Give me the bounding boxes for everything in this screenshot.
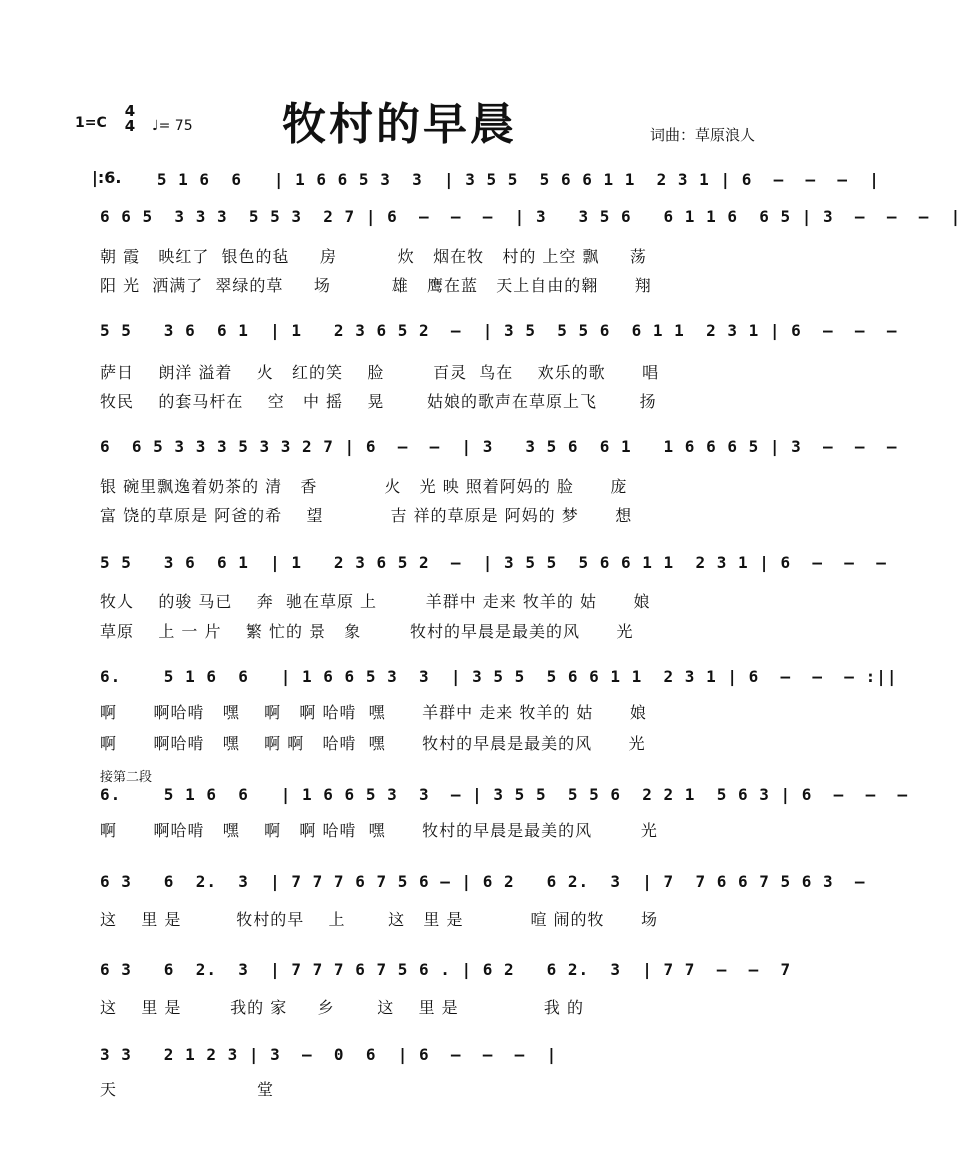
notation-line: 6 6 5 3 3 3 5 3 3 2 7 | 6 – – | 3 3 5 6 6 1 1 6 6 6 5 | 3 – – –	[100, 437, 898, 456]
lyric-line: 啊 啊哈啃 嘿 啊 啊 哈啃 嘿 牧村的早晨是最美的风 光	[100, 821, 658, 840]
lyric-line: 啊 啊哈啃 嘿 啊 啊 哈啃 嘿 牧村的早晨是最美的风 光	[100, 734, 646, 753]
page-title: 牧村的早晨	[282, 99, 517, 150]
notation-line: 5 1 6 6 | 1 6 6 5 3 3 | 3 5 5 5 6 6 1 1 2 3 1 | 6 – – – |	[125, 170, 880, 189]
lyric-line: 阳 光 洒满了 翠绿的草 场 雄 鹰在蓝 天上自由的翱 翔	[100, 276, 652, 295]
lyric-line: 这 里 是 我的 家 乡 这 里 是 我 的	[100, 998, 584, 1017]
notation-line: 5 5 3 6 6 1 | 1 2 3 6 5 2 – | 3 5 5 5 6 6 1 1 2 3 1 | 6 – – –	[100, 553, 887, 572]
notation-line: 5 5 3 6 6 1 | 1 2 3 6 5 2 – | 3 5 5 5 6 6 1 1 2 3 1 | 6 – – –	[100, 321, 898, 340]
notation-line: 6 3 6 2. 3 | 7 7 7 6 7 5 6 . | 6 2 6 2. 3 | 7 7 – – 7	[100, 960, 792, 979]
lyric-line: 天 堂	[100, 1080, 274, 1099]
lyric-line: 牧民 的套马杆在 空 中 摇 晃 姑娘的歌声在草原上飞 扬	[100, 392, 657, 411]
time-signature-top: 4	[124, 102, 136, 120]
notation-line: 6 6 5 3 3 3 5 5 3 2 7 | 6 – – – | 3 3 5 6 6 1 1 6 6 5 | 3 – – – |	[100, 207, 961, 226]
lyric-line: 啊 啊哈啃 嘿 啊 啊 哈啃 嘿 羊群中 走来 牧羊的 姑 娘	[100, 703, 647, 722]
notation-line: 6 3 6 2. 3 | 7 7 7 6 7 5 6 — | 6 2 6 2. 3 | 7 7 6 6 7 5 6 3 –	[100, 872, 866, 891]
time-signature	[123, 104, 137, 134]
repeat-start-mark: |:6.	[92, 168, 122, 187]
lyric-line: 这 里 是 牧村的早 上 这 里 是 喧 闹的牧 场	[100, 910, 659, 929]
lyric-line: 萨日 朗洋 溢着 火 红的笑 脸 百灵 鸟在 欢乐的歌 唱	[100, 363, 660, 382]
lyric-line: 银 碗里飘逸着奶茶的 清 香 火 光 映 照着阿妈的 脸 庞	[100, 477, 628, 496]
key-signature: 1=C	[75, 115, 107, 131]
lyric-line: 草原 上 一 片 繁 忙的 景 象 牧村的早晨是最美的风 光	[100, 622, 634, 641]
lyric-line: 朝 霞 映红了 银色的毡 房 炊 烟在牧 村的 上空 飘 荡	[100, 247, 647, 266]
credit-line: 词曲：草原浪人	[650, 126, 756, 144]
notation-line: 6. 5 1 6 6 | 1 6 6 5 3 3 – | 3 5 5 5 5 6 2 2 1 5 6 3 | 6 – – –	[100, 785, 909, 804]
ending-label: 接第二段	[100, 770, 153, 785]
lyric-line: 牧人 的骏 马已 奔 驰在草原 上 羊群中 走来 牧羊的 姑 娘	[100, 592, 651, 611]
notation-line: 3 3 2 1 2 3 | 3 – 0 6 | 6 – – – |	[100, 1045, 558, 1064]
notation-line: 6. 5 1 6 6 | 1 6 6 5 3 3 | 3 5 5 5 6 6 1 1 2 3 1 | 6 – – – :||	[100, 667, 898, 686]
lyric-line: 富 饶的草原是 阿爸的希 望 吉 祥的草原是 阿妈的 梦 想	[100, 506, 633, 525]
tempo-marking: ♩= 75	[152, 118, 193, 134]
time-signature-bottom: 4	[124, 117, 136, 135]
